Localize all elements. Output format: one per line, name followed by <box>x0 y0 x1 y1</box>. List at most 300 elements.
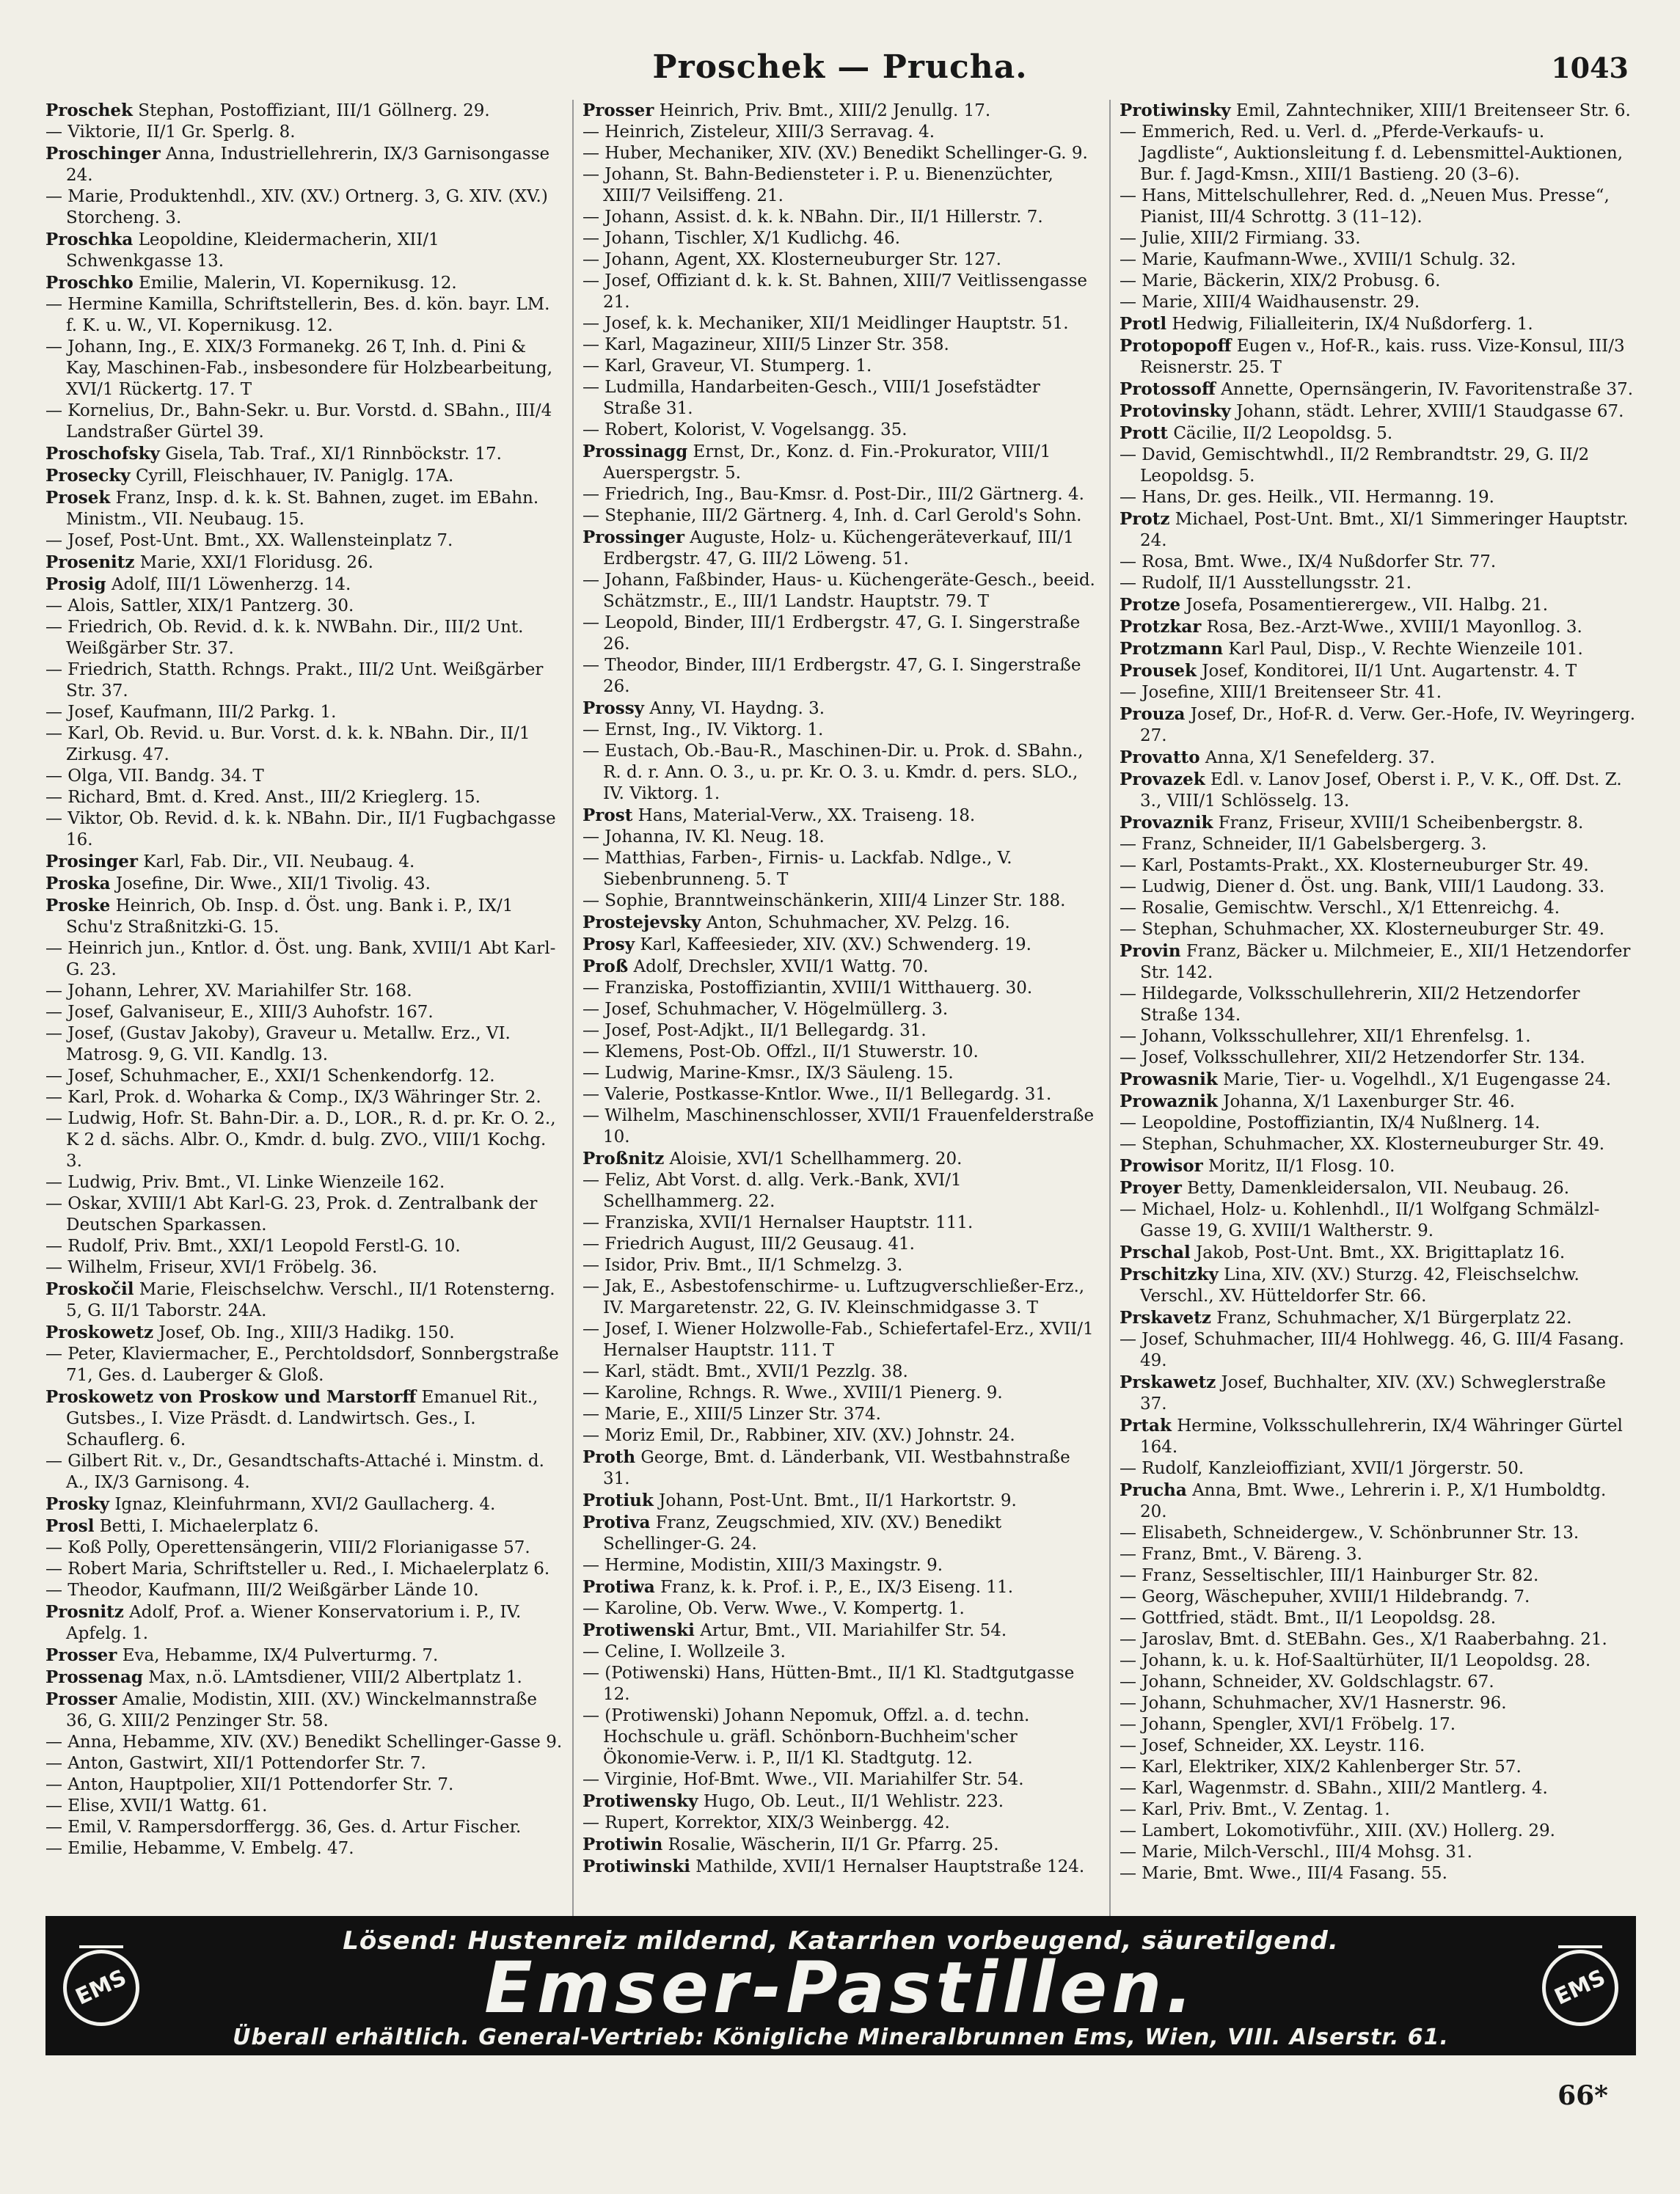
directory-entry <box>582 1834 1100 1856</box>
entry-details: Cyrill, Fleischhauer, IV. Paniglg. 17A. <box>130 467 454 486</box>
directory-entry <box>582 1642 1100 1663</box>
directory-entry <box>1120 898 1637 919</box>
directory-entry <box>582 1234 1100 1255</box>
ems-logo-text: EMS <box>71 1964 131 2011</box>
directory-entry <box>45 487 563 530</box>
entry-details: — Rupert, Korrektor, XIX/3 Weinbergg. 42. <box>582 1813 950 1832</box>
entry-surname: Protz <box>1120 509 1170 529</box>
directory-entry <box>45 1645 563 1667</box>
entry-details: Josef, Ob. Ing., XIII/3 Hadikg. 150. <box>153 1323 455 1342</box>
entry-details: Adolf, Drechsler, XVII/1 Wattg. 70. <box>628 957 929 976</box>
entry-details: — Karoline, Rchngs. R. Wwe., XVIII/1 Pienerg. 9. <box>582 1383 1003 1403</box>
entry-details: — Josef, Schuhmacher, E., XXI/1 Schenkendorfg. 12. <box>45 1067 495 1086</box>
entry-details: Max, n.ö. LAmtsdiener, VIII/2 Albertplatz 1. <box>143 1668 522 1687</box>
entry-details: — Anton, Gastwirt, XII/1 Pottendorfer Str. 7. <box>45 1754 426 1773</box>
directory-entry <box>582 527 1100 570</box>
entry-surname: Proska <box>45 874 111 893</box>
directory-entry <box>582 1255 1100 1276</box>
directory-entry <box>582 1705 1100 1769</box>
directory-entry <box>45 1344 563 1386</box>
entry-details: — Eustach, Ob.-Bau-R., Maschinen-Dir. u. Prok. d. SBahn., R. d. r. Ann. O. 3., u. pr. Kr. O. 3. u. Kmdr. d. pers. SLO., IV. Viktorg. 1. <box>582 742 1084 803</box>
entry-details: — Johann, Ing., E. XIX/3 Formanekg. 26 T, Inh. d. Pini & Kay, Maschinen-Fab., insbesondere für Holzbearbeitung, XVI/1 Rückertg. 17. T <box>45 337 553 399</box>
entry-surname: Proth <box>582 1447 636 1467</box>
entry-details: Josef, Buchhalter, XIV. (XV.) Schweglerstraße 37. <box>1140 1373 1607 1414</box>
entry-details: Hans, Material-Verw., XX. Traiseng. 18. <box>632 806 976 825</box>
entry-details: — Karl, Priv. Bmt., V. Zentag. 1. <box>1120 1800 1390 1819</box>
entry-details: — Huber, Mechaniker, XIV. (XV.) Benedikt Schellinger-G. 9. <box>582 144 1088 163</box>
directory-entry <box>582 1555 1100 1576</box>
entry-details: Amalie, Modistin, XIII. (XV.) Winckelmannstraße 36, G. XIII/2 Penzinger Str. 58. <box>66 1690 537 1730</box>
entry-details: Josefine, Dir. Wwe., XII/1 Tivolig. 43. <box>110 874 431 893</box>
entry-details: — Marie, Milch-Verschl., III/4 Mohsg. 31. <box>1120 1843 1472 1862</box>
entry-details: Heinrich, Ob. Insp. d. Öst. ung. Bank i. P., IX/1 Schu'z Straßnitzki-G. 15. <box>66 896 514 937</box>
entry-details: — Marie, Bäckerin, XIX/2 Probusg. 6. <box>1120 271 1441 290</box>
entry-details: — Rudolf, II/1 Ausstellungsstr. 21. <box>1120 574 1412 593</box>
entry-surname: Prucha <box>1120 1480 1187 1500</box>
directory-entry <box>45 1108 563 1172</box>
entry-surname: Prschal <box>1120 1243 1191 1262</box>
directory-entry <box>45 702 563 723</box>
directory-entry <box>45 1087 563 1108</box>
directory-entry <box>582 720 1100 741</box>
entry-details: Marie, Fleischselchw. Verschl., II/1 Rotensterng. 5, G. II/1 Taborstr. 24A. <box>66 1280 555 1320</box>
entry-details: — Johann, Lehrer, XV. Mariahilfer Str. 168. <box>45 981 412 1001</box>
directory-entry <box>1120 1523 1637 1544</box>
directory-entry <box>1120 1155 1637 1177</box>
directory-entry <box>45 1732 563 1753</box>
entry-surname: Provaznik <box>1120 813 1213 833</box>
directory-entry <box>582 1213 1100 1234</box>
entry-details: Franz, Friseur, XVIII/1 Scheibenbergstr. 8. <box>1213 813 1584 833</box>
entry-surname: Prosy <box>582 935 635 954</box>
directory-entry <box>45 1559 563 1580</box>
entry-details: Ernst, Dr., Konz. d. Fin.-Prokurator, VIII/1 Auerspergstr. 5. <box>603 442 1051 483</box>
entry-surname: Proske <box>45 896 111 915</box>
directory-entry <box>1120 1307 1637 1329</box>
directory-entry <box>1120 1458 1637 1480</box>
entry-details: — Viktor, Ob. Revid. d. k. k. NBahn. Dir., II/1 Fugbachgasse 16. <box>45 809 556 849</box>
entry-details: — Friedrich August, III/2 Geusaug. 41. <box>582 1235 915 1254</box>
entry-surname: Proßnitz <box>582 1149 665 1169</box>
page-header <box>44 43 1636 94</box>
entry-details: Emanuel Rit., Gutsbes., I. Vize Präsdt. d. Landwirtsch. Ges., I. Schauflerg. 6. <box>66 1388 538 1449</box>
directory-entry <box>582 122 1100 143</box>
entry-details: — Ernst, Ing., IV. Viktorg. 1. <box>582 720 824 739</box>
entry-details: — Stephanie, III/2 Gärtnerg. 4, Inh. d. Carl Gerold's Sohn. <box>582 506 1082 525</box>
entry-details: Adolf, Prof. a. Wiener Konservatorium i. P., IV. Apfelg. 1. <box>66 1603 522 1643</box>
directory-entry <box>582 570 1100 613</box>
directory-entry <box>582 1105 1100 1148</box>
entry-details: — Michael, Holz- u. Kohlenhdl., II/1 Wolfgang Schmälzl-Gasse 19, G. XVIII/1 Waltherstr. 9. <box>1120 1200 1600 1240</box>
page-title: Proschek — Prucha. <box>652 48 1028 86</box>
entry-surname: Proyer <box>1120 1178 1182 1198</box>
directory-entry <box>1120 1415 1637 1458</box>
directory-entry <box>1120 1026 1637 1047</box>
directory-entry <box>45 659 563 702</box>
entry-surname: Prossenag <box>45 1667 143 1687</box>
entry-details: Franz, Schuhmacher, X/1 Bürgerplatz 22. <box>1210 1309 1572 1328</box>
directory-entry <box>582 1383 1100 1404</box>
directory-entry <box>1120 1608 1637 1629</box>
entry-details: — Klemens, Post-Ob. Offzl., II/1 Stuwerstr. 10. <box>582 1042 979 1061</box>
entry-details: Jakob, Post-Unt. Bmt., XX. Brigittaplatz 16. <box>1190 1243 1566 1262</box>
entry-details: — Elise, XVII/1 Wattg. 61. <box>45 1796 268 1815</box>
directory-entry <box>45 1279 563 1322</box>
entry-details: — Emilie, Hebamme, V. Embelg. 47. <box>45 1839 354 1858</box>
directory-entry <box>1120 1372 1637 1415</box>
directory-column-3 <box>1120 100 1637 1919</box>
entry-details: — Johann, Tischler, X/1 Kudlichg. 46. <box>582 229 901 248</box>
entry-details: — Peter, Klaviermacher, E., Perchtoldsdorf, Sonnbergstraße 71, Ges. d. Lauberger & Gloß. <box>45 1345 559 1385</box>
directory-entry <box>1120 292 1637 313</box>
directory-entry <box>582 1813 1100 1834</box>
entry-details: — Wilhelm, Maschinenschlosser, XVII/1 Frauenfelderstraße 10. <box>582 1106 1095 1147</box>
directory-entry <box>1120 919 1637 940</box>
directory-entry <box>45 1493 563 1515</box>
ems-logo-text: EMS <box>1550 1964 1610 2011</box>
directory-entry <box>45 401 563 443</box>
directory-entry <box>582 420 1100 441</box>
directory-entry <box>1120 834 1637 855</box>
directory-entry <box>45 143 563 186</box>
directory-entry <box>45 100 563 122</box>
entry-surname: Protossoff <box>1120 379 1216 399</box>
entry-details: — Friedrich, Ob. Revid. d. k. k. NWBahn. Dir., III/2 Unt. Weißgärber Str. 37. <box>45 618 524 658</box>
directory-entry <box>45 1817 563 1838</box>
directory-entry <box>1120 1565 1637 1587</box>
directory-entry <box>1120 186 1637 228</box>
entry-details: Anton, Schuhmacher, XV. Pelzg. 16. <box>701 913 1010 932</box>
entry-details: — Johann, Volksschullehrer, XII/1 Ehrenfelsg. 1. <box>1120 1027 1531 1046</box>
entry-details: — Robert, Kolorist, V. Vogelsangg. 35. <box>582 420 907 439</box>
entry-details: — Friedrich, Statth. Rchngs. Prakt., III/2 Unt. Weißgärber Str. 37. <box>45 660 544 701</box>
directory-entry <box>582 271 1100 313</box>
directory-entry <box>45 1172 563 1193</box>
directory-entry <box>582 1319 1100 1361</box>
directory-entry <box>45 851 563 873</box>
directory-entry <box>582 164 1100 207</box>
entry-details: — Robert Maria, Schriftsteller u. Red., I. Michaelerplatz 6. <box>45 1559 550 1579</box>
directory-entry <box>1120 638 1637 660</box>
entry-details: — Jaroslav, Bmt. d. StEBahn. Ges., X/1 Raaberbahng. 21. <box>1120 1630 1607 1649</box>
entry-details: Annette, Opernsängerin, IV. Favoritenstraße 37. <box>1215 380 1634 399</box>
entry-details: Adolf, III/1 Löwenherzg. 14. <box>106 575 351 594</box>
directory-entry <box>582 100 1100 122</box>
entry-details: Hermine, Volksschullehrerin, IX/4 Währinger Gürtel 164. <box>1140 1416 1623 1457</box>
directory-entry <box>1120 984 1637 1026</box>
entry-details: — Richard, Bmt. d. Kred. Anst., III/2 Krieglerg. 15. <box>45 788 481 807</box>
entry-details: — Johann, Schuhmacher, XV/1 Hasnerstr. 96. <box>1120 1694 1507 1713</box>
directory-entry <box>1120 335 1637 379</box>
directory-entry <box>1120 1134 1637 1155</box>
directory-entry <box>1120 747 1637 769</box>
entry-details: — Hermine Kamilla, Schriftstellerin, Bes. d. kön. bayr. LM. f. K. u. W., VI. Kopernikusg. 12. <box>45 295 550 335</box>
entry-details: — Hans, Dr. ges. Heilk., VII. Hermanng. 19. <box>1120 488 1494 507</box>
entry-surname: Protiuk <box>582 1491 654 1510</box>
entry-details: — Emmerich, Red. u. Verl. d. „Pferde-Verkaufs- u. Jagdliste“, Auktionsleitung f. d. Lebensmittel-Auktionen, Bur. f. Jagd-Kmsn., XIII/1 Bastieng. 20 (3–6). <box>1120 123 1624 184</box>
entry-surname: Prosek <box>45 488 111 508</box>
directory-entry <box>582 1361 1100 1383</box>
entry-details: — Hermine, Modistin, XIII/3 Maxingstr. 9. <box>582 1556 943 1575</box>
entry-surname: Protiwensky <box>582 1791 698 1811</box>
entry-details: Josefa, Posamentierergew., VII. Halbg. 21. <box>1180 596 1549 615</box>
entry-details: — Rudolf, Priv. Bmt., XXI/1 Leopold Ferstl-G. 10. <box>45 1237 461 1256</box>
entry-details: Marie, Tier- u. Vogelhdl., X/1 Eugengasse 24. <box>1217 1070 1612 1089</box>
directory-entry <box>582 1148 1100 1170</box>
directory-column-2 <box>582 100 1100 1919</box>
directory-entry <box>582 613 1100 655</box>
directory-entry <box>582 1512 1100 1555</box>
entry-details: — Rudolf, Kanzleioffiziant, XVII/1 Jörgerstr. 50. <box>1120 1459 1524 1478</box>
entry-surname: Protzmann <box>1120 639 1224 659</box>
directory-entry <box>582 1404 1100 1425</box>
directory-entry <box>582 1170 1100 1213</box>
entry-details: Hugo, Ob. Leut., II/1 Wehlistr. 223. <box>698 1792 1004 1811</box>
directory-entry <box>45 465 563 487</box>
directory-entry <box>582 249 1100 271</box>
directory-entry <box>582 441 1100 484</box>
entry-details: Moritz, II/1 Flosg. 10. <box>1202 1157 1395 1176</box>
directory-entry <box>1120 682 1637 703</box>
entry-details: — Josef, Kaufmann, III/2 Parkg. 1. <box>45 703 337 722</box>
entry-details: — Josef, (Gustav Jakoby), Graveur u. Metallw. Erz., VI. Matrosg. 9, G. VII. Kandlg. 13. <box>45 1024 511 1064</box>
directory-entry <box>45 1601 563 1645</box>
directory-entry <box>1120 1113 1637 1134</box>
entry-details: — Olga, VII. Bandg. 34. T <box>45 767 264 786</box>
directory-entry <box>1120 271 1637 292</box>
entry-details: — Karoline, Ob. Verw. Wwe., V. Kompertg. 1. <box>582 1599 965 1618</box>
directory-entry <box>45 1193 563 1236</box>
entry-details: Emilie, Malerin, VI. Kopernikusg. 12. <box>133 274 457 293</box>
directory-entry <box>1120 1587 1637 1608</box>
directory-entry <box>45 873 563 895</box>
entry-details: Anna, Industriellehrerin, IX/3 Garnisongasse 24. <box>66 145 550 185</box>
entry-details: Hedwig, Filialleiterin, IX/4 Nußdorferg. 1. <box>1166 315 1533 334</box>
directory-entry <box>45 122 563 143</box>
entry-details: — Wilhelm, Friseur, XVI/1 Fröbelg. 36. <box>45 1258 378 1277</box>
entry-surname: Prosecky <box>45 466 131 486</box>
entry-details: — Karl, Wagenmstr. d. SBahn., XIII/2 Mantlerg. 4. <box>1120 1779 1548 1798</box>
entry-details: — Friedrich, Ing., Bau-Kmsr. d. Post-Dir., III/2 Gärtnerg. 4. <box>582 485 1084 504</box>
directory-entry <box>1120 1480 1637 1523</box>
entry-details: — Ludwig, Marine-Kmsr., IX/3 Säuleng. 15. <box>582 1064 954 1083</box>
entry-surname: Proß <box>582 957 629 976</box>
directory-entry <box>582 1598 1100 1620</box>
entry-surname: Prosenitz <box>45 552 135 572</box>
directory-entry <box>1120 1629 1637 1650</box>
entry-details: — Marie, E., XIII/5 Linzer Str. 374. <box>582 1405 881 1424</box>
directory-entry <box>1120 1242 1637 1264</box>
entry-surname: Prosig <box>45 574 106 594</box>
directory-entry <box>1120 1177 1637 1199</box>
entry-details: — Karl, Ob. Revid. u. Bur. Vorst. d. k. k. NBahn. Dir., II/1 Zirkusg. 47. <box>45 724 530 764</box>
entry-details: — Johann, St. Bahn-Bediensteter i. P. u. Bienenzüchter, XIII/7 Veilsiffeng. 21. <box>582 165 1053 205</box>
directory-entry <box>582 848 1100 891</box>
entry-details: — Leopoldine, Postoffiziantin, IX/4 Nußlnerg. 14. <box>1120 1114 1541 1133</box>
entry-details: — Josef, k. k. Mechaniker, XII/1 Meidlinger Hauptstr. 51. <box>582 314 1069 333</box>
directory-entry <box>45 938 563 981</box>
entry-details: — Emil, V. Rampersdorffergg. 36, Ges. d. Artur Fischer. <box>45 1818 522 1837</box>
directory-entry <box>1120 100 1637 122</box>
entry-surname: Protl <box>1120 314 1167 334</box>
entry-details: — Celine, I. Wollzeile 3. <box>582 1642 786 1661</box>
directory-entry <box>1120 1863 1637 1884</box>
directory-entry <box>1120 616 1637 638</box>
directory-entry <box>582 1084 1100 1105</box>
directory-entry <box>1120 573 1637 594</box>
entry-details: — Isidor, Priv. Bmt., II/1 Schmelzg. 3. <box>582 1256 903 1275</box>
directory-entry <box>582 313 1100 334</box>
entry-surname: Prskawetz <box>1120 1372 1216 1392</box>
entry-details: Rosa, Bez.-Arzt-Wwe., XVIII/1 Mayonllog. 3. <box>1201 618 1582 637</box>
entry-details: — Ludwig, Hofr. St. Bahn-Dir. a. D., LOR., R. d. pr. Kr. O. 2., K 2 d. sächs. Albr. O., Kmdr. d. bulg. ZVO., VIII/1 Kochg. 3. <box>45 1109 556 1171</box>
entry-details: — Johann, Assist. d. k. k. NBahn. Dir., II/1 Hillerstr. 7. <box>582 208 1043 227</box>
entry-details: — Karl, Graveur, VI. Stumperg. 1. <box>582 356 872 376</box>
directory-entry <box>45 723 563 766</box>
advertisement-product: Emser-Pastillen. <box>484 1947 1197 2029</box>
directory-entry <box>45 272 563 294</box>
directory-entry <box>582 827 1100 848</box>
entry-surname: Prosser <box>45 1689 117 1709</box>
entry-details: — Franz, Bmt., V. Bäreng. 3. <box>1120 1545 1362 1564</box>
directory-entry <box>582 934 1100 956</box>
directory-entry <box>1120 1821 1637 1842</box>
directory-entry <box>582 1769 1100 1791</box>
entry-details: — Anton, Hauptpolier, XII/1 Pottendorfer Str. 7. <box>45 1775 454 1794</box>
entry-surname: Prskavetz <box>1120 1308 1211 1328</box>
entry-details: — Hans, Mittelschullehrer, Red. d. „Neuen Mus. Presse“, Pianist, III/4 Schrottg. 3 (11–12). <box>1120 186 1610 227</box>
entry-details: Anna, Bmt. Wwe., Lehrerin i. P., X/1 Humboldtg. 20. <box>1140 1481 1607 1521</box>
entry-details: — Jak, E., Asbestofenschirme- u. Luftzugverschließer-Erz., IV. Margaretenstr. 22, G. IV. Kleinschmidgasse 3. T <box>582 1277 1085 1317</box>
entry-surname: Prossinagg <box>582 442 688 461</box>
entry-surname: Prowasnik <box>1120 1069 1218 1089</box>
entry-surname: Proschofsky <box>45 444 160 464</box>
directory-entry <box>582 334 1100 356</box>
entry-surname: Prossinger <box>582 527 684 547</box>
directory-entry <box>1120 508 1637 552</box>
column-divider <box>572 100 574 1919</box>
entry-details: — Franz, Schneider, II/1 Gabelsbergerg. 3. <box>1120 835 1487 854</box>
entry-surname: Prowisor <box>1120 1156 1203 1176</box>
entry-details: Franz, Zeugschmied, XIV. (XV.) Benedikt Schellinger-G. 24. <box>603 1513 1002 1554</box>
directory-entry <box>1120 379 1637 401</box>
entry-details: — (Protiwenski) Johann Nepomuk, Offzl. a. d. techn. Hochschule u. gräfl. Schönborn-Buchheim'scher Ökonomie-Verw. i. P., II/1 Kl. Stadtgutg. 12. <box>582 1706 1030 1768</box>
entry-details: Franz, Bäcker u. Milchmeier, E., XII/1 Hetzendorfer Str. 142. <box>1140 942 1631 982</box>
directory-entry <box>582 999 1100 1020</box>
directory-entry <box>1120 1069 1637 1091</box>
entry-surname: Prowaznik <box>1120 1091 1218 1111</box>
directory-entry <box>45 1838 563 1860</box>
entry-details: — Josef, Post-Adjkt., II/1 Bellegardg. 31. <box>582 1021 927 1040</box>
entry-surname: Proschek <box>45 100 133 120</box>
directory-entry <box>582 978 1100 999</box>
page-number: 1043 <box>1551 51 1629 84</box>
entry-surname: Protiva <box>582 1513 651 1532</box>
entry-details: — Franz, Sesseltischler, III/1 Hainburger Str. 82. <box>1120 1566 1539 1585</box>
directory-entry <box>582 956 1100 978</box>
entry-details: — Marie, Kaufmann-Wwe., XVIII/1 Schulg. 32. <box>1120 250 1516 269</box>
entry-details: — Franziska, XVII/1 Hernalser Hauptstr. 111. <box>582 1213 974 1232</box>
directory-entry <box>1120 769 1637 812</box>
entry-surname: Protovinsky <box>1120 401 1231 421</box>
directory-entry <box>1120 249 1637 271</box>
entry-details: Franz, k. k. Prof. i. P., E., IX/3 Eiseng. 11. <box>654 1578 1014 1597</box>
entry-details: — Stephan, Schuhmacher, XX. Klosterneuburger Str. 49. <box>1120 1135 1605 1154</box>
entry-details: Johann, Post-Unt. Bmt., II/1 Harkortstr. 9. <box>653 1491 1017 1510</box>
entry-details: — Stephan, Schuhmacher, XX. Klosterneuburger Str. 49. <box>1120 920 1605 939</box>
directory-entry <box>1120 1091 1637 1113</box>
entry-surname: Proskočil <box>45 1279 134 1299</box>
directory-entry <box>582 207 1100 228</box>
entry-surname: Proschinger <box>45 144 161 164</box>
entry-surname: Prosinger <box>45 852 138 871</box>
entry-details: — Johann, Spengler, XVI/1 Fröbelg. 17. <box>1120 1715 1456 1734</box>
advertisement-tagline: Lösend: Hustenreiz mildernd, Katarrhen vorbeugend, säuretilgend. <box>343 1926 1339 1956</box>
entry-details: — Johanna, IV. Kl. Neug. 18. <box>582 827 825 846</box>
directory-entry <box>45 787 563 808</box>
directory-entry <box>1120 552 1637 573</box>
directory-entry <box>45 1257 563 1279</box>
entry-details: Karl Paul, Disp., V. Rechte Wienzeile 101. <box>1223 640 1583 659</box>
entry-details: Leopoldine, Kleidermacherin, XII/1 Schwenkgasse 13. <box>66 230 439 271</box>
entry-details: — Theodor, Binder, III/1 Erdbergstr. 47, G. I. Singerstraße 26. <box>582 656 1081 696</box>
directory-entry <box>1120 855 1637 877</box>
directory-entry <box>1120 1778 1637 1799</box>
entry-details: — Josef, Volksschullehrer, XII/2 Hetzendorfer Str. 134. <box>1120 1048 1585 1067</box>
entry-details: — Johann, Agent, XX. Klosterneuburger Str. 127. <box>582 250 1001 269</box>
directory-entry <box>1120 1329 1637 1372</box>
entry-details: Artur, Bmt., VII. Mariahilfer Str. 54. <box>694 1621 1007 1640</box>
directory-entry <box>582 805 1100 827</box>
directory-entry <box>582 1576 1100 1598</box>
entry-surname: Prott <box>1120 423 1169 443</box>
entry-details: — Karl, Postamts-Prakt., XX. Klosterneuburger Str. 49. <box>1120 856 1589 875</box>
entry-surname: Prossy <box>582 698 645 718</box>
directory-entry <box>45 186 563 229</box>
entry-surname: Prouza <box>1120 704 1186 724</box>
directory-entry <box>45 443 563 465</box>
directory-entry <box>45 530 563 552</box>
entry-details: — Koß Polly, Operettensängerin, VIII/2 Florianigasse 57. <box>45 1538 530 1557</box>
entry-details: — Sophie, Branntweinschänkerin, XIII/4 Linzer Str. 188. <box>582 891 1066 910</box>
advertisement-banner <box>45 1916 1636 2055</box>
entry-details: — Josef, Offiziant d. k. k. St. Bahnen, XIII/7 Veitlissengasse 21. <box>582 271 1088 312</box>
directory-entry <box>45 1002 563 1023</box>
directory-entry <box>1120 1714 1637 1736</box>
directory-entry <box>45 337 563 401</box>
entry-details: — Rosa, Bmt. Wwe., IX/4 Nußdorfer Str. 77. <box>1120 552 1497 571</box>
signature-mark: 66* <box>1557 2080 1608 2111</box>
entry-details: — Marie, Produktenhdl., XIV. (XV.) Ortnerg. 3, G. XIV. (XV.) Storcheng. 3. <box>45 187 548 227</box>
ems-logo <box>1542 1950 1618 2026</box>
directory-entry <box>45 1236 563 1257</box>
entry-surname: Prosser <box>45 1645 117 1665</box>
entry-details: — Ludmilla, Handarbeiten-Gesch., VIII/1 Josefstädter Straße 31. <box>582 378 1040 418</box>
directory-entry <box>45 981 563 1002</box>
entry-details: — Matthias, Farben-, Firnis- u. Lackfab. Ndlge., V. Siebenbrunneng. 5. T <box>582 849 1012 889</box>
directory-entry <box>1120 313 1637 335</box>
directory-entry <box>1120 401 1637 423</box>
directory-entry <box>1120 1757 1637 1778</box>
entry-details: — Johann, Faßbinder, Haus- u. Küchengeräte-Gesch., beeid. Schätzmstr., E., III/1 Landstr. Hauptstr. 79. T <box>582 571 1095 611</box>
directory-entry <box>45 1386 563 1451</box>
directory-entry <box>1120 228 1637 249</box>
directory-entry <box>1120 877 1637 898</box>
entry-details: Ignaz, Kleinfuhrmann, XVI/2 Gaullacherg. 4. <box>109 1495 496 1514</box>
directory-entry <box>1120 1672 1637 1693</box>
entry-details: Johann, städt. Lehrer, XVIII/1 Staudgasse 67. <box>1230 402 1624 421</box>
entry-details: Marie, XXI/1 Floridusg. 26. <box>134 553 373 572</box>
